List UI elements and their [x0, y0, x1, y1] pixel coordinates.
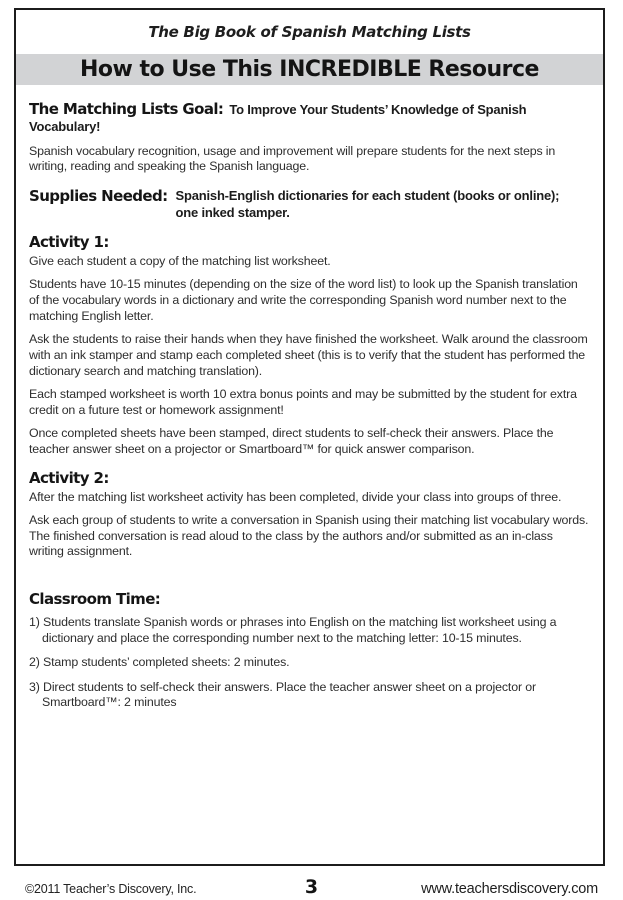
page-content — [16, 85, 603, 711]
classroom-time-item — [29, 655, 590, 671]
document-page-border — [14, 8, 605, 866]
item-text: Students translate Spanish words or phrases into English on the matching list worksheet using a dictionary and place the corresponding number next to the matching letter: 10-15 minutes. — [42, 614, 557, 645]
activity-2-heading: Activity 2: — [29, 468, 109, 487]
activity-1-heading: Activity 1: — [29, 232, 109, 251]
activity-1-paragraph: Give each student a copy of the matching list worksheet. — [29, 253, 331, 268]
website-url: www.teachersdiscovery.com — [421, 881, 598, 897]
item-number: 1) — [29, 614, 40, 629]
goal-section — [29, 100, 590, 175]
activity-1-paragraph: Once completed sheets have been stamped, direct students to self-check their answers. Place the teacher answer sheet on a projector or Smartboard™ for quick answer comparison. — [29, 426, 554, 456]
item-text: Direct students to self-check their answers. Place the teacher answer sheet on a projector or Smartboard™: 2 minutes — [42, 679, 536, 710]
classroom-time-section — [29, 590, 590, 711]
goal-headline — [29, 100, 590, 136]
classroom-time-item — [29, 680, 590, 711]
banner-title: How to Use This INCREDIBLE Resource — [80, 57, 539, 82]
classroom-time-item — [29, 615, 590, 646]
supplies-heading: Supplies Needed: — [29, 186, 168, 205]
banner — [16, 54, 603, 85]
goal-heading: The Matching Lists Goal: — [29, 100, 224, 118]
activity-1-section — [29, 233, 590, 458]
copyright-text: ©2011 Teacher’s Discovery, Inc. — [25, 882, 197, 896]
activity-2-paragraph: Ask each group of students to write a conversation in Spanish using their matching list vocabulary words. The finished conversation is read aloud to the class by the authors and/or submitted as an in-class writing assignment. — [29, 513, 589, 559]
activity-1-paragraph: Ask the students to raise their hands when they have finished the worksheet. Walk around the classroom with an ink stamper and stamp each completed sheet (this is to verify that the student has performed the dictionary search and matching translation). — [29, 332, 588, 378]
supplies-line-1: Spanish-English dictionaries for each student (books or online); — [175, 187, 560, 203]
activity-2-section — [29, 469, 590, 560]
book-title: The Big Book of Spanish Matching Lists — [148, 23, 471, 41]
item-number: 3) — [29, 679, 40, 694]
goal-statement: To Improve Your Students’ Knowledge of Spanish Vocabulary! — [29, 102, 527, 134]
supplies-section — [29, 187, 590, 222]
goal-description: Spanish vocabulary recognition, usage and improvement will prepare students for the next steps in writing, reading and speaking the Spanish language. — [29, 143, 556, 174]
classroom-time-heading: Classroom Time: — [29, 590, 161, 609]
page-footer — [25, 874, 598, 898]
supplies-line-2: one inked stamper. — [175, 205, 290, 221]
activity-1-paragraph: Each stamped worksheet is worth 10 extra bonus points and may be submitted by the student for extra credit on a future test or homework assignment! — [29, 387, 577, 417]
activity-1-paragraph: Students have 10-15 minutes (depending on the size of the word list) to look up the Spanish translation of the vocabulary words in a dictionary and write the corresponding Spanish word number next to the matching English letter. — [29, 277, 578, 323]
supplies-text — [176, 187, 560, 222]
item-text: Stamp students’ completed sheets: 2 minutes. — [43, 655, 290, 670]
activity-2-paragraph: After the matching list worksheet activity has been completed, divide your class into groups of three. — [29, 489, 562, 504]
item-number: 2) — [29, 655, 40, 670]
page-number: 3 — [304, 876, 319, 898]
classroom-time-list — [29, 615, 590, 711]
